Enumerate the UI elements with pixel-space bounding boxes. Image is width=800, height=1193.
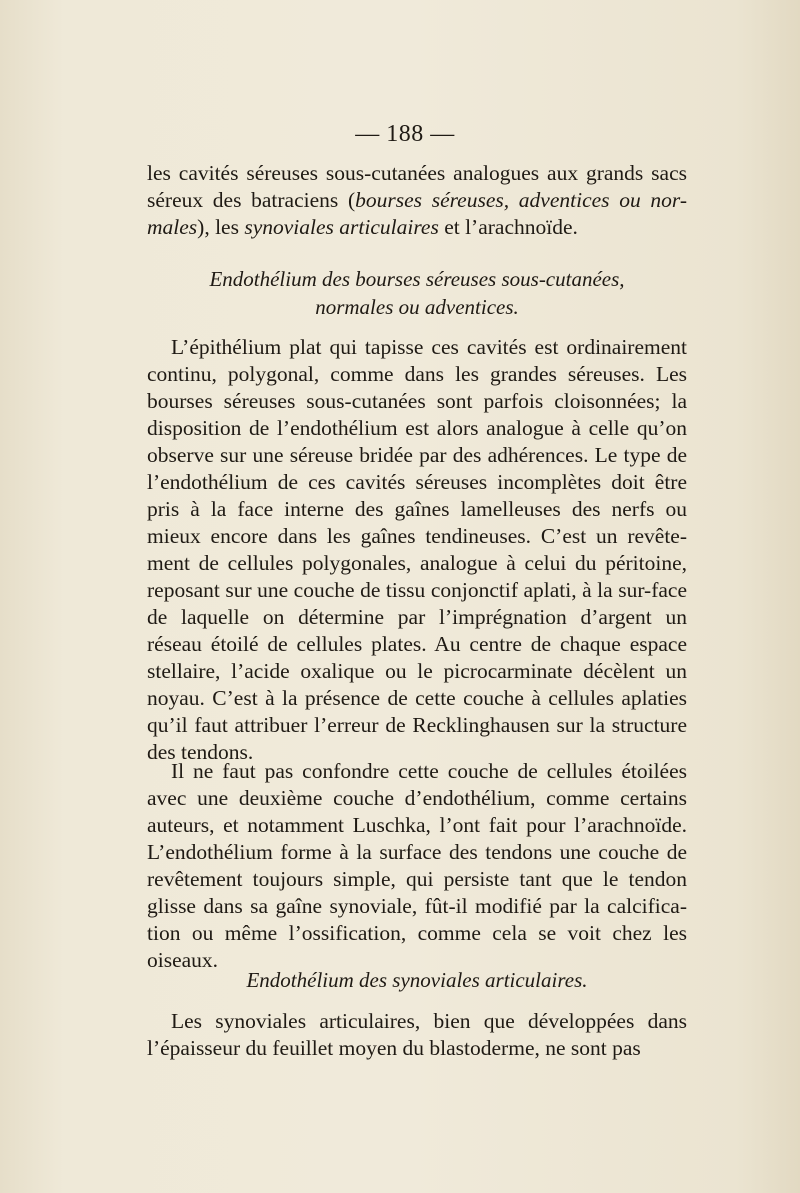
intro-text-1: les cavités séreuses sous-cutanées analogues aux grands sacs séreux des batraciens (: [147, 161, 687, 212]
intro-text-2: ), les: [197, 215, 245, 239]
section-heading-synoviales-text: Endothélium des synoviales articulaires.: [246, 968, 588, 992]
paragraph-epithelium: L’épithélium plat qui tapisse ces cavités est ordinairement continu, polygonal, comme dans les grandes séreuses. Les bourses séreuses sous-cutanées sont parfois cloisonnées; la disposition de l’endothélium est alors analogue à celle qu’on observe sur une séreuse bridée par des adhérences. Le type de l’endothélium de ces cavités séreuses incomplètes doit être pris à la face interne des gaînes lamelleuses des nerfs ou mieux encore dans les gaînes tendineuses. C’est un revête-ment de cellules polygonales, analogue à celui du péritoine, reposant sur une couche de tissu conjonctif aplati, à la sur-face de laquelle on détermine par l’imprégnation d’argent un réseau étoilé de cellules plates. Au centre de chaque espace stellaire, l’acide oxalique ou le picrocarminate décèlent un noyau. C’est à la présence de cette couche à cellules aplaties qu’il faut attribuer l’erreur de Recklinghausen sur la structure des tendons.: [147, 335, 687, 764]
intro-paragraph: [147, 160, 687, 241]
section-heading-synoviales: [147, 966, 687, 994]
page-number: — 188 —: [355, 121, 455, 147]
body-paragraph-1: [147, 334, 687, 766]
body-paragraph-3: [147, 1008, 687, 1062]
paragraph-synoviales: Les synoviales articulaires, bien que développées dans l’épaisseur du feuillet moyen du blastoderme, ne sont pas: [147, 1009, 687, 1060]
body-paragraph-2: [147, 758, 687, 974]
intro-italic-2: synoviales articulaires: [244, 215, 439, 239]
paragraph-confusion: Il ne faut pas confondre cette couche de cellules étoilées avec une deuxième couche d’endothélium, comme certains auteurs, et notamment Luschka, l’ont fait pour l’arachnoïde. L’endothélium forme à la surface des tendons une couche de revêtement toujours simple, qui persiste tant que le tendon glisse dans sa gaîne synoviale, fût-il modifié par la calcifica-tion ou même l’ossification, comme cela se voit chez les oiseaux.: [147, 759, 687, 972]
section-heading-line-2: normales ou adventices.: [315, 295, 519, 319]
intro-italic-1: bourses séreuses, adventices ou nor-males: [147, 188, 687, 239]
section-heading-line-1: Endothélium des bourses séreuses sous-cutanées,: [209, 267, 625, 291]
intro-text-3: et l’arachnoïde.: [438, 215, 578, 239]
section-heading-bourses: [147, 265, 687, 321]
